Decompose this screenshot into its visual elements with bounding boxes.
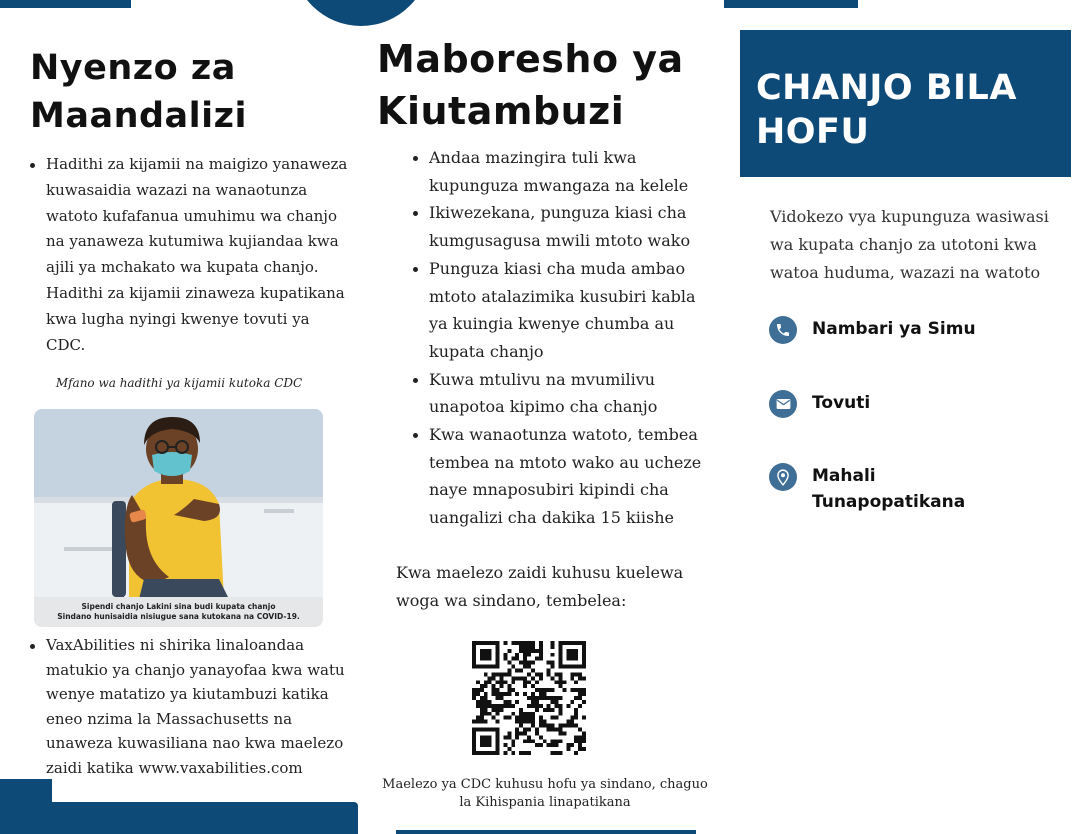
list-item: Kuwa mtulivu na mvumilivu unapotoa kipimo cha chanjo <box>413 366 703 421</box>
preparation-tools-list <box>30 152 350 358</box>
vaxabilities-list <box>30 633 350 780</box>
contact-website <box>769 390 1012 418</box>
list-item: Ikiwezekana, punguza kiasi cha kumgusagusa mwili mtoto wako <box>413 199 703 254</box>
contact-phone-label: Nambari ya Simu <box>812 319 976 339</box>
preparation-tools-heading: Nyenzo za Maandalizi <box>30 48 248 136</box>
sensory-improvements-list <box>413 144 703 532</box>
top-right-accent-bar <box>724 0 858 8</box>
contact-phone <box>769 316 1012 344</box>
qr-code[interactable] <box>472 641 586 755</box>
bottom-left-accent-bar <box>52 802 358 834</box>
illustration-caption-line-2: Sindano hunisaidia nisiugue sana kutokana na COVID-19. <box>57 612 300 621</box>
top-center-accent-circle <box>292 0 430 26</box>
bottom-left-accent-block <box>0 779 52 834</box>
social-story-illustration <box>34 409 323 627</box>
qr-code-caption: Maelezo ya CDC kuhusu hofu ya sindano, chaguo la Kihispania linapatikana <box>382 777 708 810</box>
vaccinated-person-illustration <box>34 409 323 627</box>
brochure-title: CHANJO BILA HOFU <box>756 68 1017 152</box>
sensory-improvements-heading: Maboresho ya Kiutambuzi <box>377 37 684 133</box>
contact-website-label: Tovuti <box>812 393 871 413</box>
list-item: VaxAbilities ni shirika linaloandaa matukio ya chanjo yanayofaa kwa watu wenye matatizo ya kiutambuzi katika eneo nzima la Massachusetts na unaweza kuwasiliana nao kwa maelezo zaidi katika www.vaxabilities.com <box>30 633 350 780</box>
top-left-accent-bar <box>0 0 131 8</box>
brochure-intro: Vidokezo vya kupunguza wasiwasi wa kupata chanjo za utotoni kwa watoa huduma, wazazi na watoto <box>770 207 1049 282</box>
contact-location-label: Mahali Tunapopatikana <box>812 466 966 512</box>
list-item: Punguza kiasi cha muda ambao mtoto atalazimika kusubiri kabla ya kuingia kwenye chumba au kupata chanjo <box>413 255 703 366</box>
social-story-example-caption: Mfano wa hadithi ya kijamii kutoka CDC <box>55 376 303 390</box>
title-banner <box>740 30 1071 177</box>
contact-location <box>769 463 1012 515</box>
list-item: Kwa wanaotunza watoto, tembea tembea na mtoto wako au ucheze naye mnaposubiri kipindi cha uangalizi cha dakika 15 kiishe <box>413 421 703 532</box>
illustration-caption <box>34 597 323 627</box>
phone-icon <box>769 316 797 344</box>
illustration-caption-line-1: Sipendi chanjo Lakini sina budi kupata chanjo <box>81 602 276 611</box>
mail-icon <box>769 390 797 418</box>
location-icon <box>769 463 797 491</box>
list-item: Andaa mazingira tuli kwa kupunguza mwangaza na kelele <box>413 144 703 199</box>
list-item: Hadithi za kijamii na maigizo yanaweza kuwasaidia wazazi na wanaotunza watoto kufafanua umuhimu wa chanjo na yanaweza kutumiwa kujiandaa kwa ajili ya mchakato wa kupata chanjo. Hadithi za kijamii zinaweza kupatikana kwa lugha nyingi kwenye tovuti ya CDC. <box>30 152 350 358</box>
bottom-middle-accent-line <box>396 830 696 834</box>
more-info-text: Kwa maelezo zaidi kuhusu kuelewa woga wa sindano, tembelea: <box>396 563 684 610</box>
